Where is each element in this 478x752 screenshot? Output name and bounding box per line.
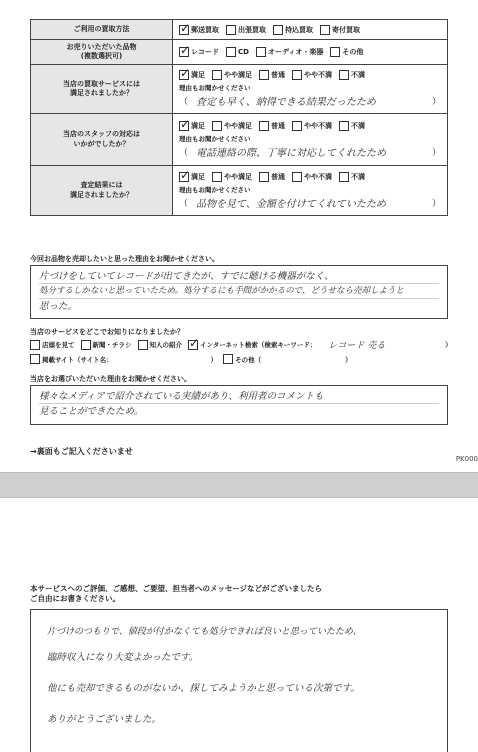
checkbox[interactable] [226, 47, 236, 57]
checkbox[interactable] [81, 340, 91, 350]
option [212, 121, 252, 131]
how-know-row-1: 店頭を見て 新聞・チラシ 知人の紹介 ✓ インターネット検索（検索キーワード： レコード 売る ） [30, 338, 470, 351]
option [81, 340, 132, 350]
option-label: 持込買取 [285, 25, 313, 34]
row-items-sold [31, 40, 448, 65]
option-label: 寄付買取 [332, 25, 360, 34]
checkbox[interactable] [292, 121, 302, 131]
back-side-note: →裏面もご記入くださいませ [30, 447, 133, 456]
option [259, 121, 285, 131]
option [179, 47, 219, 57]
option [212, 70, 252, 80]
option-label: その他 [342, 48, 364, 56]
checkbox[interactable] [273, 25, 283, 35]
checkbox[interactable] [179, 70, 189, 80]
checkbox[interactable] [339, 172, 349, 182]
option-label: 知人の紹介 [149, 341, 182, 349]
option [256, 47, 323, 57]
option-label: やや不満 [304, 121, 332, 130]
option-label: 満足 [191, 121, 205, 130]
row-assessment-satisfaction: 査定結果には 満足されましたか？ ✓ 満足 やや満足 普通 やや不満 不満 理由もお聞かせください （ 品物を見て、金額を付けてくれていたため ） [31, 166, 448, 216]
reason-label: 理由もお聞かせください [179, 134, 251, 143]
checkbox[interactable] [212, 70, 222, 80]
comments-title: 本サービスへのご評価、ご感想、ご要望、担当者へのメッセージなどがございましたら ご自由にお書きください。 [30, 584, 323, 604]
option-label: 不満 [351, 121, 365, 130]
option [212, 172, 252, 182]
option [320, 25, 360, 35]
checkbox[interactable] [30, 354, 40, 364]
options-items-sold [179, 47, 441, 57]
row-purchase-method [31, 20, 448, 40]
checkbox[interactable] [292, 172, 302, 182]
question-cell: 査定結果には 満足されましたか？ [31, 166, 173, 216]
option-label: 不満 [351, 172, 365, 181]
reason-answer: 査定も早く、納得できる結果だったため [196, 97, 376, 108]
option [226, 25, 266, 35]
option [259, 70, 285, 80]
checkbox[interactable] [259, 70, 269, 80]
option [179, 25, 219, 35]
checkbox[interactable] [212, 121, 222, 131]
option [30, 340, 75, 350]
option-label: 店頭を見て [42, 341, 75, 349]
option [273, 25, 313, 35]
sell-reason-line: 思った。 [39, 301, 78, 312]
checkbox[interactable] [188, 340, 198, 350]
option-label: 出張買取 [238, 25, 266, 34]
checkbox[interactable] [259, 121, 269, 131]
option-label: 普通 [271, 172, 285, 181]
option-label: 満足 [191, 71, 205, 79]
reason-answer: 品物を見て、金額を付けてくれていたため [196, 198, 386, 210]
option [179, 172, 205, 182]
comment-line: 他にも売却できるものがないか、探してみようかと思っている次第です。 [47, 683, 360, 694]
option [179, 70, 205, 80]
question-cell: 当店のスタッフの対応は いかがでしたか？ [31, 114, 173, 166]
checkbox[interactable] [339, 70, 349, 80]
option [339, 172, 365, 182]
option [188, 340, 316, 350]
checkbox[interactable] [226, 25, 236, 35]
checkbox[interactable] [339, 121, 349, 131]
sell-reason-line: 片づけをしていてレコードが出てきたが、すでに聴ける機器がなく、 [39, 269, 439, 284]
how-know-question: 当店のサービスをどこでお知りになりましたか？ [30, 328, 184, 336]
reason-label: 理由もお聞かせください [179, 84, 251, 92]
comment-line: 臨時収入になり大変よかったです。 [47, 652, 199, 663]
option-label: CD [238, 48, 249, 56]
reason-answer: 電話連絡の際、丁寧に対応してくれたため [196, 147, 387, 159]
option [330, 47, 363, 57]
comment-line: 片づけのつもりで、値段が付かなくても処分できれば良いと思っていたため、 [47, 627, 362, 637]
checkbox[interactable] [179, 172, 189, 182]
page-id: PK000 [455, 455, 478, 463]
checkbox[interactable] [179, 121, 189, 131]
option-label: やや満足 [224, 71, 252, 79]
checkbox[interactable] [292, 70, 302, 80]
sell-reason-question: 今回お品物を売却したいと思った理由をお聞かせください。 [30, 255, 219, 263]
search-keyword: レコード 売る [328, 341, 386, 351]
option [339, 70, 365, 80]
page-gap [0, 472, 478, 498]
option-label: 新聞・チラシ [92, 341, 132, 349]
option-label: やや満足 [224, 172, 252, 181]
option-label: オーディオ・楽器 [267, 48, 324, 56]
sell-reason-box [30, 265, 448, 319]
options-service-satisfaction [179, 70, 441, 80]
option-label: その他（ [235, 355, 262, 364]
question-cell: 当店の買取サービスには 満足されましたか？ [31, 65, 173, 114]
checkbox[interactable] [330, 47, 340, 57]
option-label: 満足 [191, 172, 205, 181]
option-label: 普通 [271, 121, 285, 130]
row-service-satisfaction: 当店の買取サービスには 満足されましたか？ ✓ 満足 やや満足 普通 やや不満 不満 理由もお聞かせください （ 査定も早く、納得できる結果だったため ） [31, 65, 448, 114]
options-purchase-method [179, 25, 441, 35]
options-assessment-satisfaction [179, 172, 441, 182]
checkbox[interactable] [138, 340, 148, 350]
choose-reason-line: 様々なメディアで紹介されている実績があり、利用者のコメントも [39, 389, 439, 404]
option [339, 121, 365, 131]
option-label: やや不満 [304, 172, 332, 181]
options-staff-satisfaction [179, 121, 441, 131]
comment-line: ありがとうございました。 [47, 714, 162, 725]
option-label: やや不満 [304, 71, 332, 79]
checkbox[interactable] [179, 47, 189, 57]
comments-box [30, 609, 448, 752]
how-know-row-2: 掲載サイト（サイト名： ） その他（ ） [30, 354, 470, 364]
option [179, 121, 205, 131]
option-label: 掲載サイト（サイト名： [42, 355, 113, 364]
option-label: 普通 [271, 71, 285, 79]
option [292, 121, 332, 131]
option-label: レコード [191, 48, 219, 56]
option-label: インターネット検索（検索キーワード： [200, 341, 317, 349]
option [292, 70, 332, 80]
checkbox[interactable] [30, 340, 40, 350]
checkbox[interactable] [259, 172, 269, 182]
option [226, 47, 249, 57]
survey-page-back [0, 498, 478, 752]
survey-table [30, 19, 448, 216]
choose-reason-box [30, 385, 448, 425]
reason-label: 理由もお聞かせください [179, 185, 251, 194]
checkbox[interactable] [320, 25, 330, 35]
option-label: 郵送買取 [191, 25, 219, 34]
checkbox[interactable] [256, 47, 266, 57]
option-label: やや満足 [224, 121, 252, 130]
choose-reason-line: 見ることができたため。 [39, 406, 144, 417]
checkbox[interactable] [223, 354, 233, 364]
option [138, 340, 183, 350]
choose-reason-question: 当店をお選びいただいた理由をお聞かせください。 [30, 375, 191, 383]
option [292, 172, 332, 182]
question-cell: ご利用の買取方法 [31, 20, 173, 40]
option-label: 不満 [351, 71, 365, 79]
checkbox[interactable] [212, 172, 222, 182]
question-cell: お売りいただいた品物 (複数選択可) [31, 40, 173, 65]
checkbox[interactable] [179, 25, 189, 35]
row-staff-satisfaction: 当店のスタッフの対応は いかがでしたか？ ✓ 満足 やや満足 普通 やや不満 不満 理由もお聞かせください （ 電話連絡の際、丁寧に対応してくれたため ） [31, 114, 448, 166]
sell-reason-line: 処分するしかないと思っていたため。処分するにも手間がかかるので、どうせなら売却しようと [39, 284, 439, 299]
option [259, 172, 285, 182]
